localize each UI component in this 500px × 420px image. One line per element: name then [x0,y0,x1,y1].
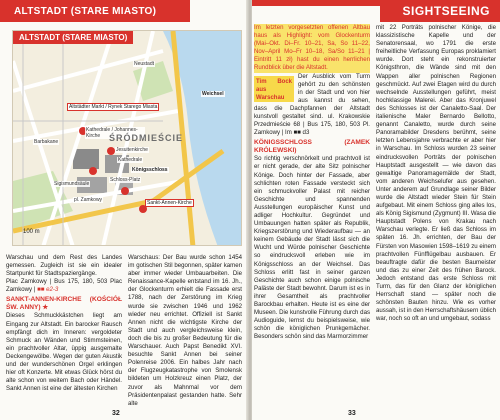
page-number-right: 33 [348,410,356,417]
map-label-castle-square: Schloss-Platz [110,177,141,183]
sankt-annen-body: Dieses Schmuckkästchen liegt am Eingang zur Altstadt. Ein barocker Rausch empfängt dich im Inneren: vergoldeter Schmuck an Wänden und Stimmsteinen, ein prachtvoller Altar, üppig ausgemalte Deckengewölbe. Wegen der guten Akustik und der wunderschönen Orgel erklingen hier oft Konzerte. Mit etwas Glück hörst du alte schon von weitem Bach oder Händel. Sankt Annen ist eine der ältesten Kirchen [6,312,122,393]
map-label-new-town: Neustadt [134,61,155,67]
section-tab-right: SIGHTSEEING [380,0,500,22]
map-label-plac-zamkowy: pl. Zamkowy [74,197,103,203]
map-label-royal-castle: Königsschloss [132,167,168,173]
map-district-label: ŚRÓDMIEŚCIE [109,133,184,143]
right-col1-body: Der Ausblick vom Turm gehört zu den schönsten in der Stadt und von hier aus kannst du sehen, dass die Dachpfannen der Altstadt kunstvoll gestaltet sind. ul. Krakowskie Przedmieście 68 | Bus 175, 180, 503 Pl. Zamkowy | Im ■■ d3 [254,72,370,137]
koenigsschloss-heading: KÖNIGSSCHLOSS (ZAMEK KRÓLEWSKI) [254,139,370,155]
section-tab-left: ALTSTADT (STARE MIASTO) [0,0,190,22]
map-title: ALTSTADT (STARE MIASTO) [13,31,133,44]
tip-box: Tim Bock aus Warschau [254,76,294,102]
koenigsschloss-body: So richtig verschnörkelt und prachtvoll ist er nicht gerade, der alte Sitz polnischer Könige. Doch hinter der Fassade, aber schlichten roten Fassade versteckt sich ein schmuckvoller Palast mit reicher Geschichte und spannenden Ausstellungen europäischer Kunst und adliger Hochkultur. Gegründet und Umbauungen hatten später als Republik, Kriegszerstörung und Wiederaufbau — an keinem Gebäude der Stadt lässt sich die Wucht und Würde polnischer Geschichte so eindrucksvoll erleben wie im Königsschloss an der Weichsel. Das Schloss erlitt fast in seiner ganzen Geschichte auch schon einige polnische Paläste der Stadt bewohnt. Darum ist es in ihrer Gesamtheit als prachtvoller Barockbau erhalten. Heute ist es eine der Museen. Die kunstvolle Führung durch das Audioguide, lernst du beispielsweise, wie schön die königlichen Prunkgemächer. Besonders schön sind das Marmorzimmer [254,155,370,341]
left-column-2 [128,254,242,408]
city-map [12,30,242,246]
section-tab-band [252,0,392,6]
map-label-st-anne: Sankt-Annen-Kirche [147,200,192,206]
page-number-left: 32 [112,410,120,417]
right-column-1 [254,24,370,420]
map-label-vistula: Weichsel [202,91,224,97]
left-column-1 [6,254,122,393]
left-page [0,0,248,420]
map-label-market: Altstädter Markt / Rynek Starego Miasta [69,104,158,110]
map-label-cathedral-2: Kathedrale [118,157,143,163]
right-page [252,0,500,420]
left-col1-address: Plac Zamkowy | Bus 175, 180, 503 Plac Zamkowy | ■■ e2-3 [6,278,122,294]
map-scale: 100 m [23,229,40,235]
map-label-jesuit-church: Jesuitenkirche [116,147,148,153]
left-col1-intro: Warschau und dem Rest des Landes gemessen. Zugleich ist sie ein idealer Startpunkt für Stadtspaziergänge. [6,254,122,278]
tip-text: Im letzten vorgesetzten offenen Altbau haus als Highlight: vom Glockenturm (Mai–Okt. Di–Fr. 10–21, Sa, So 11–22, Nov–April Mo–Fr 10–18, Sa/So 11–21 | Eintritt 11 zł) hast du einen herrlichen Rundblick über die Altstadt. [254,24,370,72]
koenigsschloss-body-cont: mit 22 Porträts polnischer Könige, die klassizistische Kapelle und der Senatorensaal, wo 1791 die erste freiheitliche Verfassung Europas proklamiert wurde. Dort steht ein rekonstruierter Königsthron, die Wände sind mit den Wappen aller polnischen Regionen geschmückt. Auf zwei Etagen wird du durch wechselnde Ausstellungen geführt, meist hochklassige Malerei. Aber das Kronjuwel des Schlosses ist der Canaletto-Saal. Der italienische Maler Bernardo Bellotto, genannt Canaletto, wurde durch seine Panoramabilder Dresdens berühmt, seine letzten Lebensjahre verbrachte er aber hier in Warschau. Im Schloss wurden 23 seiner eindrucksvollen Porträts der polnischen Hauptstadt ausgestellt — wie davon das gewaltige Panoramagemälde der Stadt, vom anderen Weichselufer aus gesehen. Unter anderem auf Grundlage seiner Bilder wurde die Altstadt wieder Stein für Stein aufgebaut. Mit einem Schloss ging alles los, als König Sigismund (Zygmunt) III. Wasa die Hauptstadt Polens von Krakau nach Warschau verlegte. Er ließ das Schloss im späten 16. Jh. errichten, der Bau der Fürsten von Masowien 1598–1619 zu einem prachtvollen Fünfflügelbau ausbauen. Er beauftragte dafür die besten Baumeister und das zu einer Zeit des frühen Barock. Jedoch entstand das erste Schloss mit Turm, das für den Glanz der königlichen Herrschaft stand — später noch die schönsten Bauten hinzu. Wie es vorher aussah, ist in den Herrschaftshäusern üblich war, noch so oft an und umgebaut, sodass [376,24,496,323]
sankt-annen-body-cont: Warschaus: Der Bau wurde schon 1454 im gotischen Stil begonnen, später kamen aber immer wieder Umbauarbeiten. Die Renaissance-Kapelle entstand im 16. Jh., der Glockenturm erhielt die Fassade erst 1788, nach der Zerstörung im Krieg wurde sie zwischen 1946 und 1962 wieder neu errichtet. Offiziell ist Sankt Annen nicht die wichtigste Kirche der Stadt und auch vergleichsweise klein, doch die bis zu großer Bedeutung für die Warschauer. Auch Papst Benedikt XVI. besuchte Sankt Annen bei seiner Polenreise 2006. Ein halbes Jahr nach der Flugzeugkatastrophe von Smolensk bildeten um Holzkreuz einen Platz, der zuvor als Mahnmal vor dem Präsidentenpalast gestanden hatte. Sehr alte [128,254,242,407]
map-label-column: Sigismundsäule [54,181,90,187]
map-label-cathedral: Kathedrale / Johannes-Kirche [85,127,145,139]
right-column-2 [376,24,496,412]
map-label-barbican: Barbakane [34,139,59,145]
sankt-annen-heading: SANKT-ANNEN-KIRCHE (KOŚCIÓŁ ŚW. ANNY) ★ [6,296,122,312]
